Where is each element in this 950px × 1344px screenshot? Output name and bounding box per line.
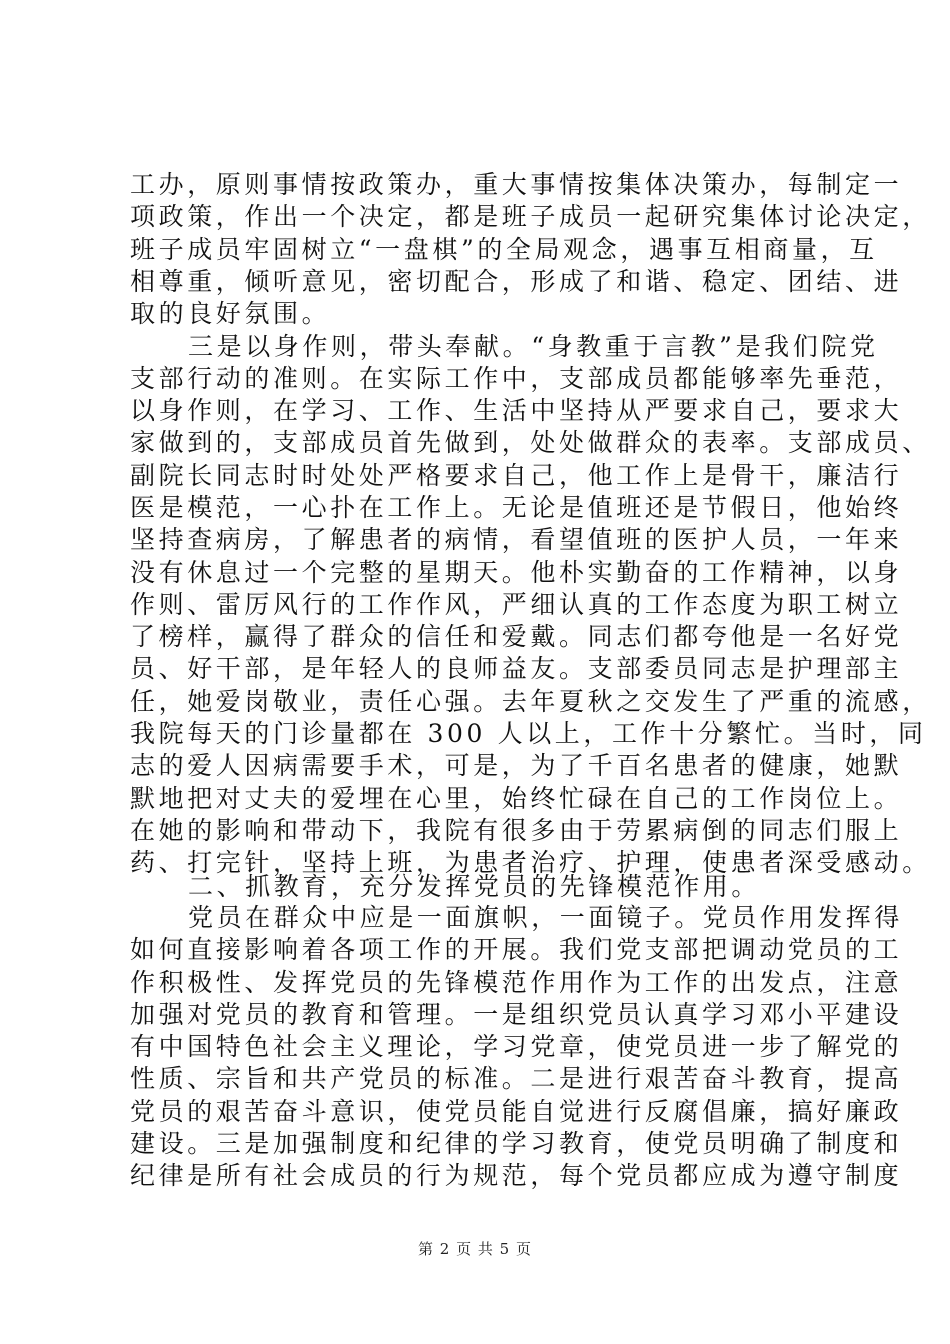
text-line: 我院每天的门诊量都在 300 人以上，工作十分繁忙。当时，同	[130, 719, 927, 749]
text-line: 党员在群众中应是一面旗帜，一面镜子。党员作用发挥得	[188, 903, 904, 932]
text-line: 作则、雷厉风行的工作作风，严细认真的工作态度为职工树立	[130, 589, 903, 619]
text-line: 工办，原则事情按政策办，重大事情按集体决策办，每制定一	[130, 170, 903, 199]
text-line: 家做到的，支部成员首先做到，处处做群众的表率。支部成员、	[130, 428, 931, 458]
text-line: 纪律是所有社会成员的行为规范，每个党员都应成为遵守制度	[130, 1161, 903, 1191]
text-line: 三是以身作则，带头奉献。“身教重于言教”是我们院党	[188, 331, 879, 361]
paragraph-education	[130, 902, 904, 1193]
text-line: 以身作则，在学习、工作、生活中坚持从严要求自己，要求大	[130, 396, 903, 426]
text-line: 没有休息过一个完整的星期天。他朴实勤奋的工作精神，以身	[130, 557, 903, 587]
text-line: 性质、宗旨和共产党员的标准。二是进行艰苦奋斗教育，提高	[130, 1064, 903, 1094]
text-line: 建设。三是加强制度和纪律的学习教育，使党员明确了制度和	[130, 1129, 903, 1159]
text-line: 员、好干部，是年轻人的良师益友。支部委员同志是护理部主	[130, 654, 903, 684]
text-line: 有中国特色社会主义理论，学习党章，使党员进一步了解党的	[130, 1032, 903, 1062]
text-line: 坚持查病房，了解患者的病情，看望值班的医护人员，一年来	[130, 525, 903, 555]
text-line: 任，她爱岗敬业，责任心强。去年夏秋之交发生了严重的流感，	[130, 686, 931, 716]
text-line: 如何直接影响着各项工作的开展。我们党支部把调动党员的工	[130, 935, 903, 965]
text-line: 在她的影响和带动下，我院有很多由于劳累病倒的同志们服上	[130, 815, 903, 845]
text-line: 支部行动的准则。在实际工作中，支部成员都能够率先垂范，	[130, 363, 903, 393]
text-line: 取的良好氛围。	[130, 299, 331, 329]
text-line: 副院长同志时时处处严格要求自己，他工作上是骨干，廉洁行	[130, 460, 903, 490]
text-line: 默地把对丈夫的爱埋在心里，始终忙碌在自己的工作岗位上。	[130, 783, 903, 813]
text-line: 作积极性、发挥党员的先锋模范作用作为工作的出发点，注意	[130, 967, 903, 997]
paragraph-continuation	[130, 169, 931, 330]
section-heading: 二、抓教育，充分发挥党员的先锋模范作用。	[188, 872, 761, 901]
text-line: 药、打完针，坚持上班，为患者治疗、护理，使患者深受感动。	[130, 848, 931, 878]
page-indicator: 第 2 页 共 5 页	[418, 1240, 532, 1258]
text-line: 班子成员牢固树立“一盘棋”的全局观念，遇事互相商量，互	[130, 234, 878, 264]
text-line: 医是模范，一心扑在工作上。无论是值班还是节假日，他始终	[130, 492, 903, 522]
text-line: 项政策，作出一个决定，都是班子成员一起研究集体讨论决定，	[130, 202, 931, 232]
section-heading-block	[130, 871, 842, 903]
page-footer	[0, 1238, 950, 1259]
paragraph-lead-by-example	[130, 331, 931, 880]
text-line: 加强对党员的教育和管理。一是组织党员认真学习邓小平建设	[130, 999, 903, 1029]
text-line: 相尊重，倾听意见，密切配合，形成了和谐、稳定、团结、进	[130, 266, 903, 296]
text-line: 了榜样，赢得了群众的信任和爱戴。同志们都夸他是一名好党	[130, 622, 903, 652]
text-line: 志的爱人因病需要手术，可是，为了千百名患者的健康，她默	[130, 751, 903, 781]
text-line: 党员的艰苦奋斗意识，使党员能自觉进行反腐倡廉，搞好廉政	[130, 1096, 903, 1126]
